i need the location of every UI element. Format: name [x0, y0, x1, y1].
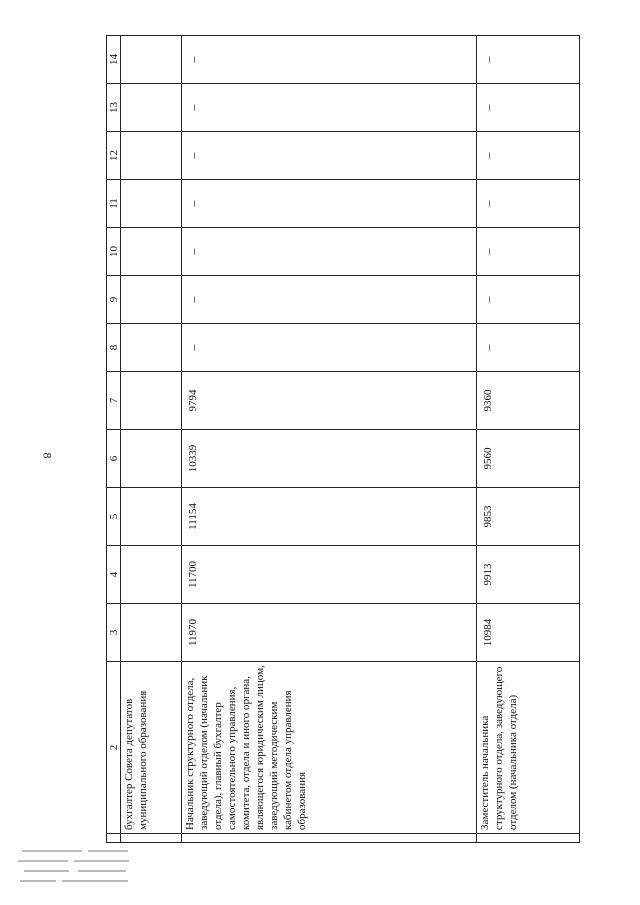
value-cell: – [477, 276, 580, 324]
value-cell [121, 180, 182, 228]
table-row [121, 36, 182, 843]
header-cell: 6 [107, 430, 121, 488]
value-cell [121, 488, 182, 546]
value-cell: 9794 [182, 372, 477, 430]
value-cell [121, 84, 182, 132]
value-cell: – [182, 276, 477, 324]
value-cell: 10984 [477, 604, 580, 662]
faded-stamp [18, 848, 133, 886]
header-cell: 13 [107, 84, 121, 132]
header-cell: 2 [107, 662, 121, 834]
value-cell: – [477, 132, 580, 180]
value-cell: 9360 [477, 372, 580, 430]
value-cell [121, 324, 182, 372]
header-cell: 9 [107, 276, 121, 324]
value-cell [121, 36, 182, 84]
header-cell: 5 [107, 488, 121, 546]
value-cell: – [182, 324, 477, 372]
value-cell [121, 604, 182, 662]
value-cell [121, 132, 182, 180]
page-number: 8 [40, 452, 55, 459]
header-cell: 8 [107, 324, 121, 372]
table-row [477, 36, 580, 843]
header-cell [107, 834, 121, 843]
value-cell: 11970 [182, 604, 477, 662]
value-cell: – [477, 180, 580, 228]
value-cell: – [477, 36, 580, 84]
header-cell: 12 [107, 132, 121, 180]
row-marker-cell [182, 834, 477, 843]
value-cell [121, 430, 182, 488]
value-cell: – [477, 84, 580, 132]
header-cell: 14 [107, 36, 121, 84]
value-cell [121, 228, 182, 276]
position-name: Начальник структурного отдела, заведующий отделом (начальник отдела), главный бухгалтер самостоятельного управления, комитета, отдела и иного органа, являющегося юридическим лицом, заведующий методическим кабинетом отдела управления образования [182, 662, 477, 834]
value-cell: 9913 [477, 546, 580, 604]
value-cell [121, 276, 182, 324]
value-cell: – [477, 324, 580, 372]
table-row [182, 36, 477, 843]
position-name: бухгалтер Совета депутатов муниципального образования [121, 662, 182, 834]
row-marker-cell [477, 834, 580, 843]
row-marker-cell [121, 834, 182, 843]
value-cell: – [182, 180, 477, 228]
value-cell: 9853 [477, 488, 580, 546]
value-cell: – [182, 84, 477, 132]
value-cell: 10339 [182, 430, 477, 488]
header-cell: 7 [107, 372, 121, 430]
header-cell: 3 [107, 604, 121, 662]
value-cell: 9560 [477, 430, 580, 488]
value-cell [121, 546, 182, 604]
salary-table-rotated [106, 54, 580, 843]
value-cell [121, 372, 182, 430]
header-cell: 10 [107, 228, 121, 276]
value-cell: – [182, 36, 477, 84]
value-cell: – [182, 132, 477, 180]
header-cell: 4 [107, 546, 121, 604]
value-cell: – [477, 228, 580, 276]
table-header-row [107, 36, 121, 843]
value-cell: – [182, 228, 477, 276]
header-cell: 11 [107, 180, 121, 228]
salary-table [106, 35, 580, 843]
value-cell: 11154 [182, 488, 477, 546]
position-name: Заместитель начальника структурного отдела, заведующего отделом (начальника отдела) [477, 662, 580, 834]
value-cell: 11700 [182, 546, 477, 604]
